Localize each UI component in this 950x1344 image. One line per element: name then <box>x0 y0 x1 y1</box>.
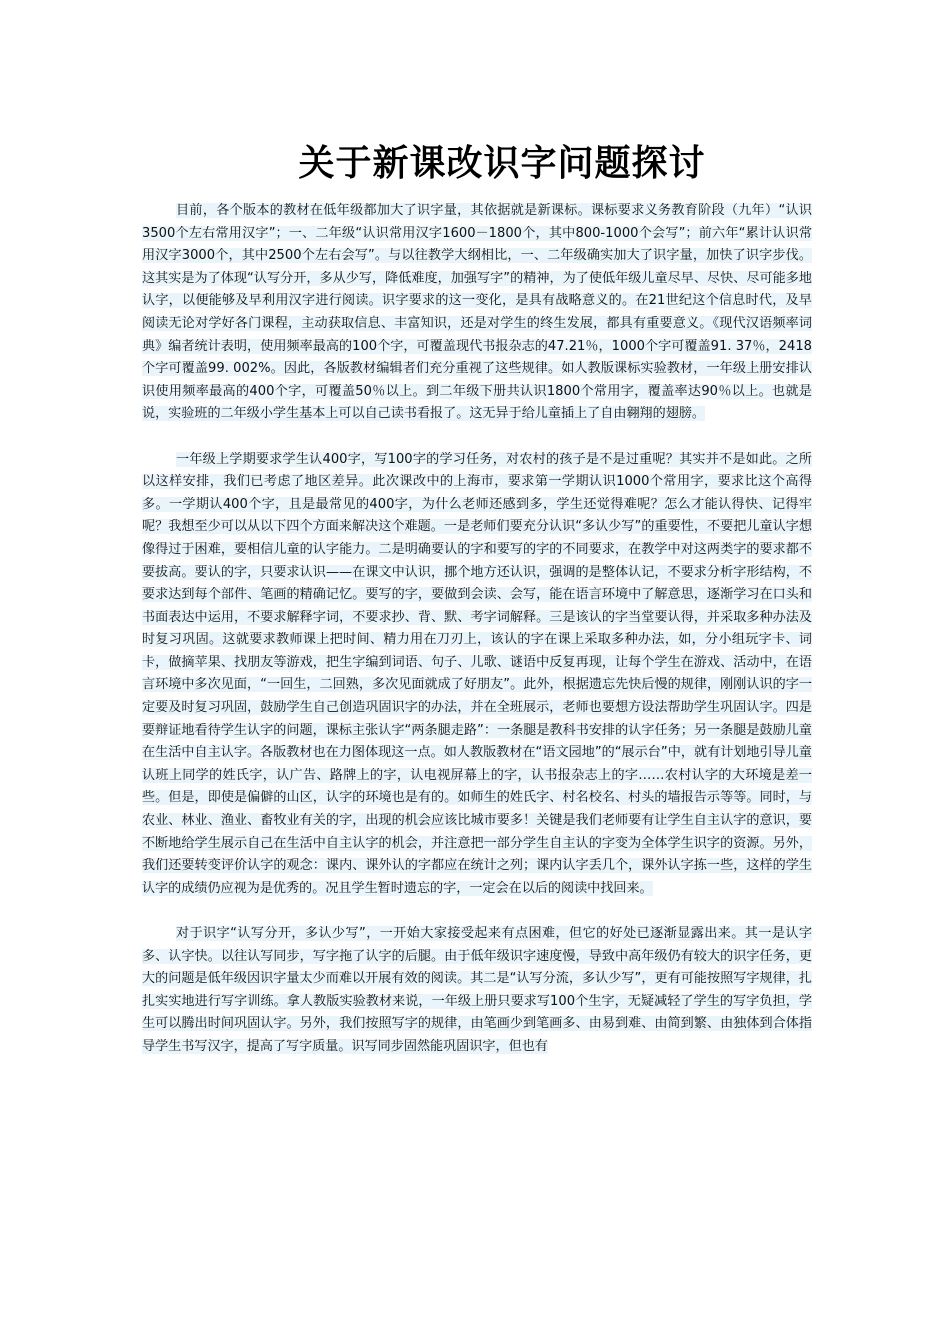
paragraph-spacer <box>142 900 812 923</box>
paragraph-2-text: 一年级上学期要求学生认400字，写100字的学习任务，对农村的孩子是不是过重呢？其实并不是如此。之所以这样安排，我们已考虑了地区差异。此次课改中的上海市，要求第一学期认识1000个常用字，要求比这个高得多。一学期认400个字，且是最常见的400字，为什么老师还感到多，学生还觉得难呢？怎么才能认得快、记得牢呢？我想至少可以从以下四个方面来解决这个难题。一是老师们要充分认识“多认少写”的重要性，不要把儿童认字想像得过于困难，要相信儿童的认字能力。二是明确要认的字和要写的字的不同要求，在教学中对这两类字的要求都不要拔高。要认的字，只要求认识——在课文中认识，挪个地方还认识，强调的是整体认记，不要求分析字形结构，不要求达到每个部件、笔画的精确记忆。要写的字，要做到会读、会写，能在语言环境中了解意思，逐渐学习在口头和书面表达中运用，不要求解释字词，不要求抄、背、默、考字词解释。三是该认的字当堂要认得，并采取多种办法及时复习巩固。这就要求教师课上把时间、精力用在刀刃上，该认的字在课上采取多种办法，如，分小组玩字卡、词卡，做摘苹果、找朋友等游戏，把生字编到词语、句子、儿歌、谜语中反复再现，让每个学生在游戏、活动中，在语言环境中多次见面，“一回生，二回熟，多次见面就成了好朋友”。此外，根据遗忘先快后慢的规律，刚刚认识的字一定要及时复习巩固，鼓励学生自己创造巩固识字的办法，并在全班展示，老师也要想方设法帮助学生巩固认字。四是要辩证地看待学生认字的问题，课标主张认字“两条腿走路”：一条腿是教科书安排的认字任务；另一条腿是鼓励儿童在生活中自主认字。各版教材也在力图体现这一点。如人教版教材在“语文园地”的“展示台”中，就有计划地引导儿童认班上同学的姓氏字，认广告、路牌上的字，认电视屏幕上的字，认书报杂志上的字……农村认字的大环境是差一些。但是，即使是偏僻的山区，认字的环境也是有的。如师生的姓氏字、村名校名、村头的墙报告示等等。同时，与农业、林业、渔业、畜牧业有关的字，出现的机会应该比城市要多！关键是我们老师要有让学生自主认字的意识，要不断地给学生展示自己在生活中自主认字的机会，并注意把一部分学生自主认的字变为全体学生识字的资源。另外，我们还要转变评价认字的观念：课内、课外认的字都应在统计之列；课内认字丢几个，课外认字拣一些，这样的学生认字的成绩仍应视为是优秀的。况且学生暂时遗忘的字，一定会在以后的阅读中找回来。 <box>142 451 812 896</box>
paragraph-spacer <box>142 426 812 449</box>
paragraph-2 <box>142 449 812 901</box>
paragraph-3-text: 对于识字“认写分开，多认少写”，一开始大家接受起来有点困难，但它的好处已逐渐显露出来。其一是认字多、认字快。以往认写同步，写字拖了认字的后腿。由于低年级识字速度慢，导致中高年级仍有较大的识字任务，更大的问题是低年级因识字量太少而难以开展有效的阅读。其二是“认写分流，多认少写”，更有可能按照写字规律，扎扎实实地进行写字训练。拿人教版实验教材来说，一年级上册只要求写100个生字，无疑减轻了学生的写字负担，学生可以腾出时间巩固认字。另外，我们按照写字的规律，由笔画少到笔画多、由易到难、由简到繁、由独体到合体指导学生书写汉字，提高了写字质量。识写同步固然能巩固识字，但也有 <box>142 926 812 1054</box>
document-title: 关于新课改识字问题探讨 <box>298 142 706 184</box>
document-body <box>142 200 812 1059</box>
paragraph-1 <box>142 200 812 426</box>
paragraph-3 <box>142 923 812 1059</box>
paragraph-1-text: 目前，各个版本的教材在低年级都加大了识字量，其依据就是新课标。课标要求义务教育阶段（九年）“认识3500个左右常用汉字”；一、二年级“认识常用汉字1600－1800个，其中800-1000个会写”；前六年“累计认识常用汉字3000个，其中2500个左右会写”。与以往教学大纲相比，一、二年级确实加大了识字量，加快了识字步伐。这其实是为了体现“认写分开，多从少写，降低难度，加强写字”的精神，为了使低年级儿童尽早、尽快、尽可能多地认字，以便能够及早利用汉字进行阅读。识字要求的这一变化，是具有战略意义的。在21世纪这个信息时代，及早阅读无论对学好各门课程，主动获取信息、丰富知识，还是对学生的终生发展，都具有重要意义。《现代汉语频率词典》编者统计表明，使用频率最高的100个字，可覆盖现代书报杂志的47.21％，1000个字可覆盖91. 37％，2418个字可覆盖99. 002%。因此，各版教材编辑者们充分重视了这些规律。如人教版课标实验教材，一年级上册安排认识使用频率最高的400个字，可覆盖50％以上。到二年级下册共认识1800个常用字，覆盖率达90％以上。也就是说，实验班的二年级小学生基本上可以自己读书看报了。这无异于给儿童插上了自由翱翔的翅膀。 <box>142 203 813 422</box>
